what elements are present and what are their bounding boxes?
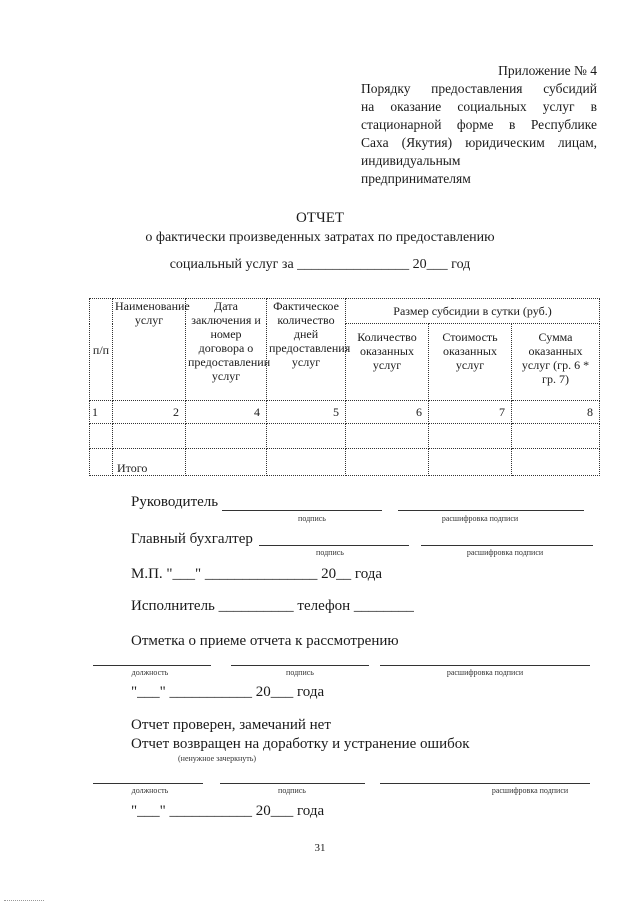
table-cell — [186, 449, 267, 476]
table-cell — [267, 449, 346, 476]
appendix-line: на оказание социальных услуг в — [361, 99, 597, 114]
acceptance-decoding-line — [380, 665, 590, 666]
column-number: 1 — [90, 401, 113, 424]
stamp-date: М.П. "___" _______________ 20__ года — [131, 566, 383, 582]
column-numbers-row — [90, 401, 600, 424]
report-table — [89, 298, 600, 476]
column-number: 7 — [429, 401, 512, 424]
caption-decoding: расшифровка подписи — [441, 514, 519, 523]
check-decoding-line — [380, 783, 590, 784]
check-signature-line — [220, 783, 365, 784]
strike-note: (ненужное зачеркнуть) — [178, 754, 257, 763]
caption-decoding: расшифровка подписи — [466, 548, 544, 557]
table-cell — [512, 449, 600, 476]
check-date: "___" ___________ 20___ года — [131, 803, 325, 819]
table-cell — [429, 449, 512, 476]
head-signature-line — [222, 510, 382, 511]
header-days-count: Фактическое количество дней предоставления услуг — [267, 299, 346, 401]
page-number: 31 — [314, 842, 326, 854]
caption-signature: подпись — [316, 548, 344, 557]
header-pp: п/п — [90, 299, 113, 401]
column-number: 5 — [267, 401, 346, 424]
appendix-line: стационарной форме в Республике — [361, 117, 597, 132]
appendix-line: Порядку предоставления субсидий — [361, 81, 597, 96]
table-cell — [186, 424, 267, 449]
column-number: 2 — [113, 401, 186, 424]
head-decoding-line — [398, 510, 584, 511]
report-returned: Отчет возвращен на доработку и устранение ошибок — [131, 736, 470, 752]
acceptance-label: Отметка о приеме отчета к рассмотрению — [131, 633, 399, 649]
caption-position: должность — [131, 786, 169, 795]
caption-signature: подпись — [286, 668, 314, 677]
report-title: ОТЧЕТ — [295, 210, 345, 226]
total-row — [90, 449, 600, 476]
caption-decoding: расшифровка подписи — [446, 668, 524, 677]
table-cell — [267, 424, 346, 449]
total-label: Итого — [113, 449, 186, 476]
header-services-cost: Стоимость оказанных услуг — [429, 324, 512, 401]
appendix-line: Саха (Якутия) юридическим лицам, — [361, 135, 597, 150]
executor-line: Исполнитель __________ телефон ________ — [131, 598, 414, 614]
table-cell — [90, 449, 113, 476]
appendix-line: индивидуальным — [361, 153, 461, 168]
header-service-name: Наименование услуг — [113, 299, 186, 401]
accountant-signature-line — [259, 545, 409, 546]
appendix-line: предпринимателям — [361, 171, 471, 186]
caption-signature: подпись — [278, 786, 306, 795]
check-position-line — [93, 783, 203, 784]
table-cell — [429, 424, 512, 449]
accountant-label: Главный бухгалтер — [131, 531, 253, 547]
header-contract-date: Дата заключения и номер договора о предоставлении услуг — [186, 299, 267, 401]
table-cell — [346, 449, 429, 476]
table-row — [90, 424, 600, 449]
report-checked: Отчет проверен, замечаний нет — [131, 717, 331, 733]
header-services-sum: Сумма оказанных услуг (гр. 6 * гр. 7) — [512, 324, 600, 401]
column-number: 4 — [186, 401, 267, 424]
appendix-header — [361, 62, 597, 188]
appendix-number: Приложение № 4 — [498, 63, 597, 78]
report-period: социальный услуг за ________________ 20___ год — [169, 257, 471, 272]
acceptance-position-line — [93, 665, 211, 666]
acceptance-signature-line — [231, 665, 369, 666]
scan-artifact-divider — [4, 900, 44, 901]
table-cell — [90, 424, 113, 449]
column-number: 6 — [346, 401, 429, 424]
report-subtitle: о фактически произведенных затратах по предоставлению — [145, 230, 495, 245]
acceptance-date: "___" ___________ 20___ года — [131, 684, 325, 700]
column-number: 8 — [512, 401, 600, 424]
caption-position: должность — [131, 668, 169, 677]
head-label: Руководитель — [131, 494, 219, 510]
caption-decoding: расшифровка подписи — [491, 786, 569, 795]
table-cell — [113, 424, 186, 449]
caption-signature: подпись — [298, 514, 326, 523]
table-cell — [512, 424, 600, 449]
table-cell — [346, 424, 429, 449]
accountant-decoding-line — [421, 545, 593, 546]
header-subsidy-group: Размер субсидии в сутки (руб.) — [346, 299, 600, 324]
header-services-count: Количество оказанных услуг — [346, 324, 429, 401]
